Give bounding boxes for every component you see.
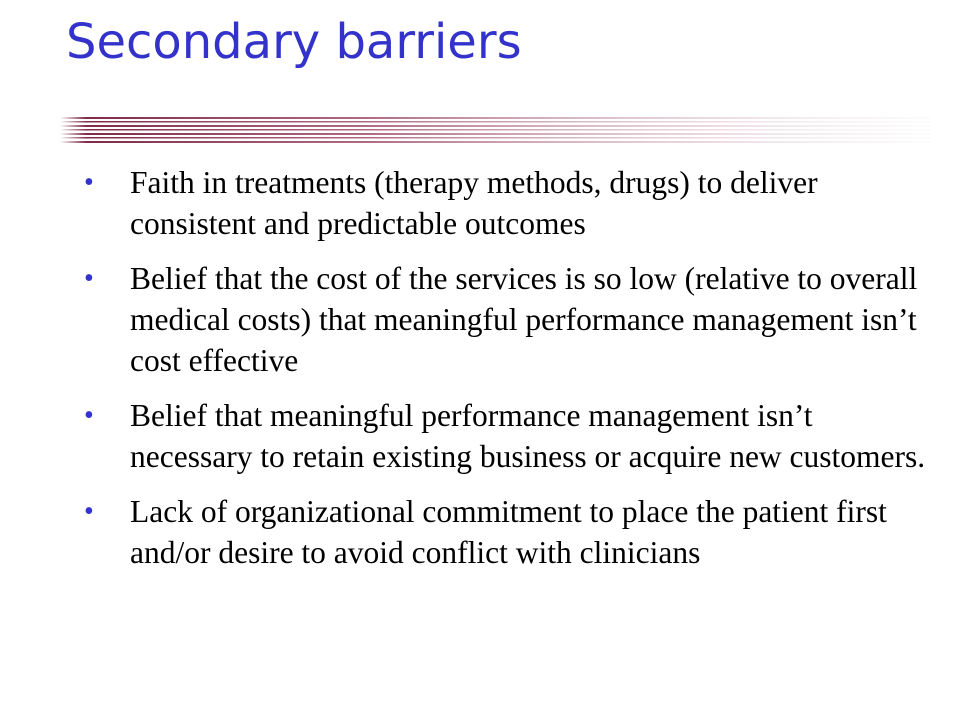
divider-stripe	[60, 125, 930, 127]
divider-stripe	[60, 117, 930, 119]
bullet-marker: •	[84, 496, 94, 527]
title-divider	[40, 114, 940, 148]
bullet-marker: •	[84, 263, 94, 294]
divider-stripe	[60, 133, 930, 135]
list-item	[82, 395, 932, 477]
bullet-list	[82, 162, 932, 587]
bullet-text: Faith in treatments (therapy methods, drugs) to deliver consistent and predictable outcomes	[130, 165, 818, 241]
divider-stripe	[60, 121, 930, 123]
list-item	[82, 258, 932, 381]
bullet-marker: •	[84, 400, 94, 431]
bullet-text: Lack of organizational commitment to place the patient first and/or desire to avoid conflict with clinicians	[130, 494, 887, 570]
divider-stripe	[60, 129, 930, 131]
slide-title: Secondary barriers	[66, 14, 522, 70]
bullet-text: Belief that meaningful performance management isn’t necessary to retain existing business or acquire new customers.	[130, 398, 926, 474]
divider-stripe	[60, 141, 930, 143]
bullet-marker: •	[84, 167, 94, 198]
list-item	[82, 491, 932, 573]
list-item	[82, 162, 932, 244]
divider-stripe	[60, 137, 930, 139]
bullet-text: Belief that the cost of the services is so low (relative to overall medical costs) that meaningful performance management isn’t cost effective	[130, 261, 918, 378]
